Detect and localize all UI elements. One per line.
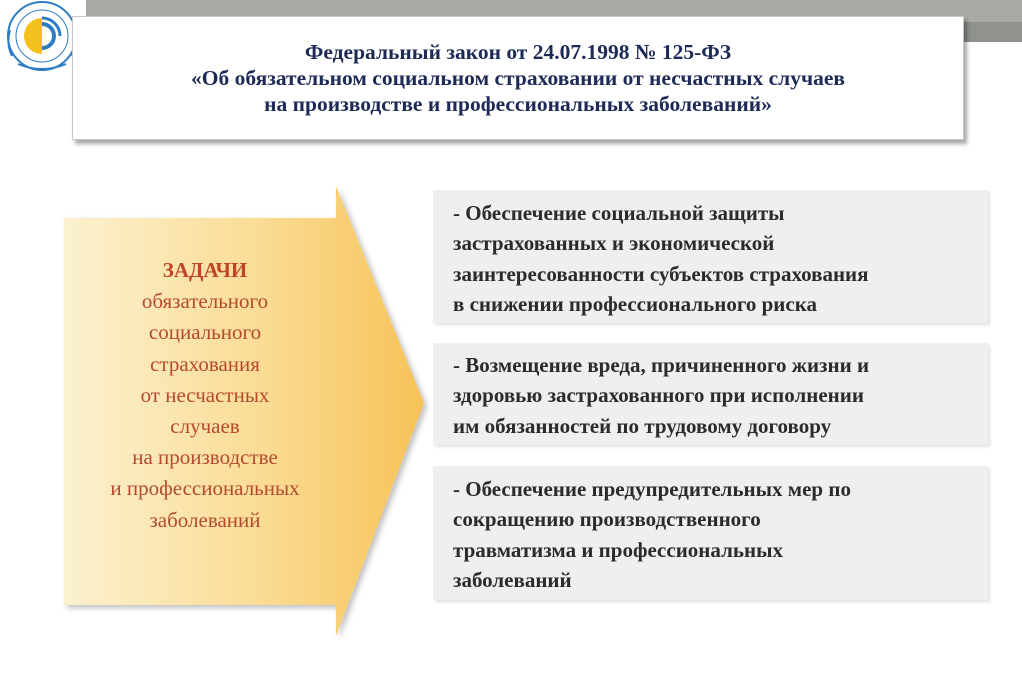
task-item-line: заболеваний	[453, 568, 572, 592]
tasks-line: ЗАДАЧИ	[162, 258, 248, 282]
task-item-line: застрахованных и экономической	[453, 231, 775, 255]
title-box	[72, 16, 964, 140]
task-item-line: - Обеспечение предупредительных мер по	[453, 477, 851, 501]
task-item-line: сокращению производственного	[453, 507, 761, 531]
tasks-line: и профессиональных	[110, 476, 300, 501]
task-item-2	[433, 343, 988, 445]
tasks-line: случаев	[170, 414, 240, 439]
law-name-line2: на производстве и профессиональных заболеваний»	[264, 92, 772, 116]
law-name-line1: «Об обязательном социальном страховании от несчастных случаев	[191, 66, 845, 90]
tasks-line: на производстве	[132, 445, 278, 470]
side-decor-stripe	[962, 22, 1022, 42]
tasks-line: страхования	[150, 351, 260, 376]
tasks-line: социального	[148, 320, 262, 345]
tasks-heading-block	[60, 255, 350, 536]
tasks-line: заболеваний	[149, 507, 261, 532]
task-item-line: в снижении профессионального риска	[453, 292, 817, 316]
tasks-line: обязательного	[141, 289, 269, 314]
law-title: Федеральный закон от 24.07.1998 № 125-ФЗ	[304, 40, 732, 64]
task-item-line: здоровью застрахованного при исполнении	[453, 383, 864, 407]
task-item-3	[433, 466, 988, 600]
task-item-line: им обязанностей по трудовому договору	[453, 414, 832, 438]
task-item-line: травматизма и профессиональных	[453, 538, 783, 562]
task-item-line: заинтересованности субъектов страхования	[453, 262, 869, 286]
task-item-line: - Обеспечение социальной защиты	[453, 201, 785, 225]
task-item-line: - Возмещение вреда, причиненного жизни и	[453, 353, 870, 377]
tasks-line: от несчастных	[140, 382, 270, 407]
task-item-1	[433, 190, 988, 323]
